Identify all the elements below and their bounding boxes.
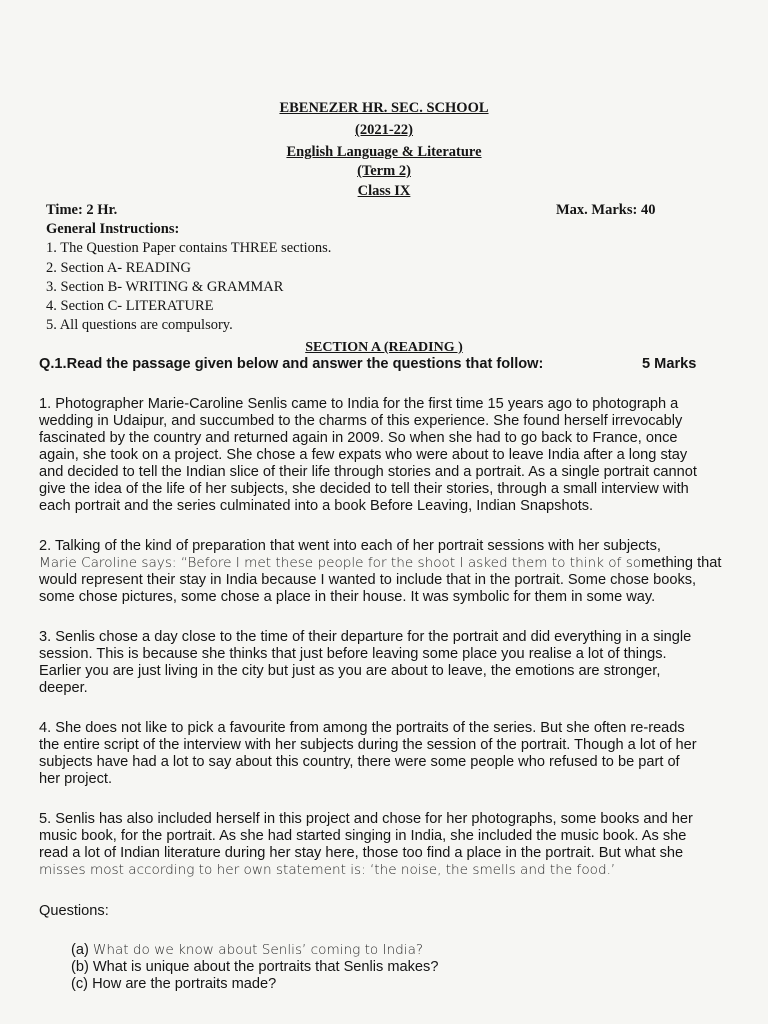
- subject-title: English Language & Literature: [286, 144, 482, 160]
- questions-heading: Questions:: [39, 903, 109, 919]
- passage-line: her project.: [39, 771, 113, 787]
- passage-paragraph-5: [39, 811, 768, 879]
- passage-line: 5. Senlis has also included herself in this project and chose for her photographs, some books and her: [39, 811, 693, 827]
- passage-line: each portrait and the series culminated into a book Before Leaving, Indian Snapshots.: [39, 498, 594, 514]
- max-marks-label: Max. Marks: 40: [556, 202, 656, 218]
- passage-line-light-segment: Marie Caroline says: “Before I met these people for the shoot I asked them to think of so: [39, 555, 642, 571]
- academic-year: (2021-22): [355, 122, 413, 138]
- passage-line: music book, for the portrait. As she had started singing in India, she included the music book. As she: [39, 828, 687, 844]
- instruction-item: 1. The Question Paper contains THREE sections.: [46, 240, 332, 256]
- passage-line: session. This is because she thinks that just before leaving some place you realise a lot of things.: [39, 646, 667, 662]
- passage-line-segment: mething that: [641, 555, 722, 571]
- passage-paragraph-4: [39, 720, 768, 788]
- question-a-text: What do we know about Senlis’ coming to India?: [92, 942, 424, 958]
- passage-line: 3. Senlis chose a day close to the time of their departure for the portrait and did everything in a single: [39, 629, 692, 645]
- class-label: Class IX: [357, 183, 411, 199]
- instruction-item: 2. Section A- READING: [46, 260, 191, 276]
- passage-line: wedding in Udaipur, and succumbed to the charms of this experience. She found herself irrevocably: [39, 413, 683, 429]
- question-a-prefix: (a): [71, 942, 93, 958]
- question-1-marks: 5 Marks: [642, 356, 697, 372]
- passage-line: 2. Talking of the kind of preparation that went into each of her portrait sessions with her subjects,: [39, 538, 661, 554]
- question-c: (c) How are the portraits made?: [71, 976, 277, 992]
- instructions-heading: General Instructions:: [46, 221, 180, 237]
- time-label: Time: 2 Hr.: [46, 202, 118, 218]
- passage-paragraph-1: [39, 396, 768, 515]
- passage-paragraph-2: [39, 538, 768, 606]
- question-1-prompt: Q.1.Read the passage given below and answer the questions that follow:: [39, 356, 544, 372]
- passage-line: again, she took on a project. She chose a few expats who were about to leave India after a long stay: [39, 447, 688, 463]
- passage-line: and decided to tell the Indian slice of their life through stories and a portrait. As a single portrait cannot: [39, 464, 697, 480]
- passage-line: 4. She does not like to pick a favourite from among the portraits of the series. But she often re-reads: [39, 720, 685, 736]
- passage-line: some chose pictures, some chose a place in their house. It was symbolic for them in some way.: [39, 589, 656, 605]
- section-a-title: SECTION A (READING ): [305, 340, 463, 355]
- passage-line: would represent their stay in India because I wanted to include that in the portrait. Some chose books,: [39, 572, 697, 588]
- passage-line: give the idea of the life of her subjects, she decided to tell their stories, through a small interview with: [39, 481, 689, 497]
- question-a: [71, 942, 423, 958]
- passage-line-mixed: [39, 555, 768, 572]
- instruction-item: 5. All questions are compulsory.: [46, 317, 233, 333]
- passage-line: read a lot of Indian literature during her stay here, those too find a place in the portrait. But what she: [39, 845, 684, 861]
- passage-line: subjects have had a lot to say about this country, there were some people who refused to be part of: [39, 754, 680, 770]
- passage-line: deeper.: [39, 680, 88, 696]
- passage-paragraph-3: [39, 629, 768, 697]
- school-name: EBENEZER HR. SEC. SCHOOL: [279, 100, 489, 116]
- instruction-item: 3. Section B- WRITING & GRAMMAR: [46, 279, 284, 295]
- passage-line: the entire script of the interview with her subjects during the session of the portrait. Though a lot of her: [39, 737, 697, 753]
- passage-line: 1. Photographer Marie-Caroline Senlis came to India for the first time 15 years ago to photograph a: [39, 396, 679, 412]
- question-b: (b) What is unique about the portraits that Senlis makes?: [71, 959, 439, 975]
- passage-line-light: misses most according to her own statement is: ‘the noise, the smells and the food.’: [39, 862, 616, 878]
- instruction-item: 4. Section C- LITERATURE: [46, 298, 214, 314]
- passage-line: Earlier you are just living in the city but just as you are about to leave, the emotions are stronger,: [39, 663, 661, 679]
- passage-line: fascinated by the country and returned again in 2009. So when she had to go back to France, once: [39, 430, 678, 446]
- term-label: (Term 2): [357, 163, 411, 179]
